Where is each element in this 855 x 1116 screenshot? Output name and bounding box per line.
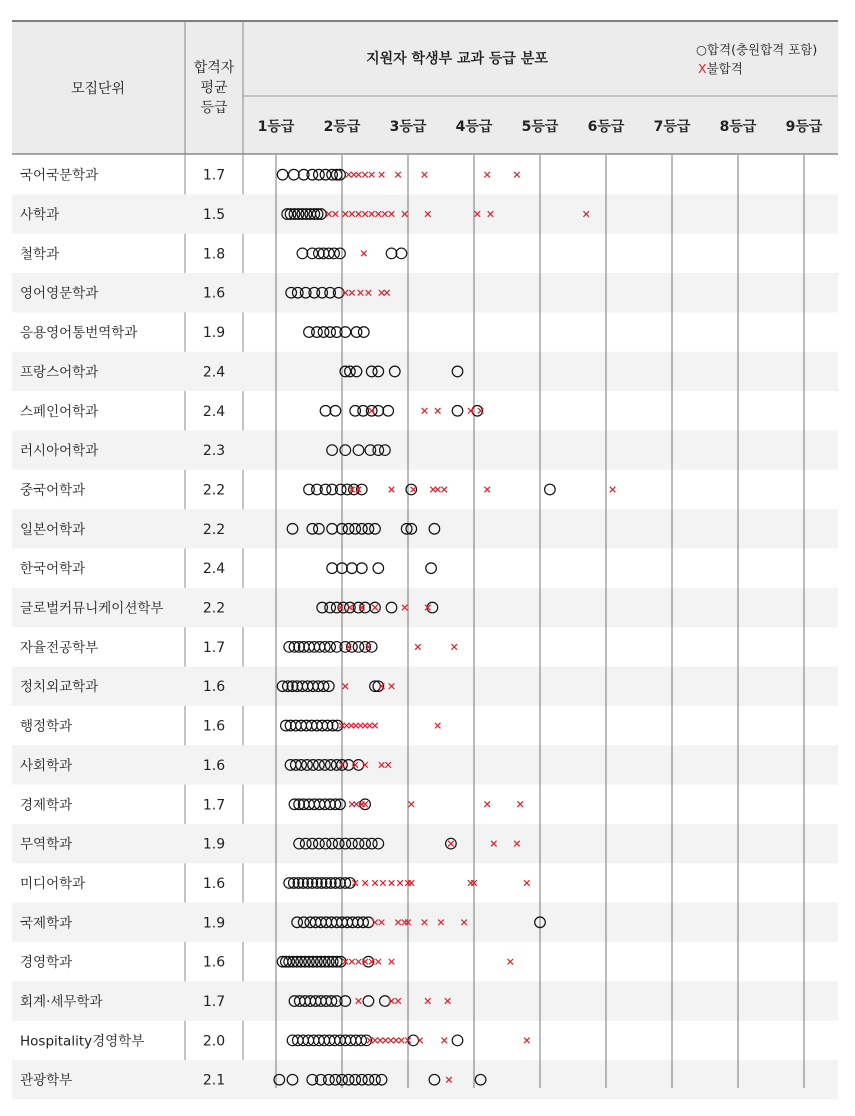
pass-point xyxy=(314,248,325,259)
x-tick-label-4: 4등급 xyxy=(455,119,493,135)
pass-point xyxy=(281,720,292,731)
fail-point xyxy=(369,408,375,414)
fail-point xyxy=(484,801,490,807)
pass-point xyxy=(347,563,358,574)
row-avg-grade: 1.8 xyxy=(202,246,226,263)
row-background xyxy=(12,509,838,548)
col-avg-header-line3: 등급 xyxy=(200,100,228,116)
fail-point xyxy=(361,251,367,257)
fail-point xyxy=(349,959,355,965)
row-avg-grade: 1.6 xyxy=(202,954,226,971)
fail-point xyxy=(508,959,514,965)
fail-point xyxy=(435,723,441,729)
row-dept-label: 경제학과 xyxy=(20,797,73,814)
pass-point xyxy=(545,484,556,495)
fail-point xyxy=(410,487,416,493)
row-avg-grade: 2.0 xyxy=(202,1033,226,1050)
fail-point xyxy=(354,801,360,807)
legend-pass-label: 합격(충원합격 포함) xyxy=(706,42,818,57)
fail-point xyxy=(514,172,520,178)
row-dept-label: 응용영어통번역학과 xyxy=(20,325,138,342)
fail-point xyxy=(356,172,362,178)
pass-point xyxy=(335,799,346,810)
pass-point xyxy=(386,248,397,259)
fail-point xyxy=(517,801,523,807)
row-dept-label: 행정학과 xyxy=(20,718,73,735)
row-avg-grade: 1.6 xyxy=(202,757,226,774)
fail-point xyxy=(362,880,368,886)
fail-point xyxy=(367,723,373,729)
row-avg-grade: 1.6 xyxy=(202,679,226,696)
fail-point xyxy=(369,172,375,178)
row-dept-label: 국제학과 xyxy=(20,915,73,932)
legend-fail xyxy=(698,61,743,76)
x-tick-label-7: 7등급 xyxy=(653,119,691,135)
row-avg-grade: 2.2 xyxy=(202,482,226,499)
fail-point xyxy=(484,172,490,178)
row-background xyxy=(12,352,838,391)
pass-point xyxy=(358,327,369,338)
row-dept-label: 영어영문학과 xyxy=(20,285,99,302)
pass-point xyxy=(396,248,407,259)
x-tick-label-2: 2등급 xyxy=(323,119,361,135)
row-avg-grade: 2.4 xyxy=(202,403,226,420)
fail-point xyxy=(372,723,378,729)
row-dept-label: 미디어학과 xyxy=(20,875,86,892)
fail-point xyxy=(409,801,415,807)
legend-fail-label: 불합격 xyxy=(706,61,743,76)
fail-point xyxy=(399,1038,405,1044)
x-tick-label-3: 3등급 xyxy=(389,119,427,135)
fail-point xyxy=(422,408,428,414)
fail-point xyxy=(346,172,352,178)
row-avg-grade: 2.1 xyxy=(202,1072,226,1089)
pass-point xyxy=(320,405,331,416)
fail-point xyxy=(389,487,395,493)
fail-point xyxy=(422,172,428,178)
pass-point xyxy=(330,405,341,416)
row-dept-label: 일본어학과 xyxy=(20,521,86,538)
row-dept-label: Hospitality경영학부 xyxy=(20,1033,145,1050)
legend-pass xyxy=(696,42,817,57)
pass-point xyxy=(373,405,384,416)
fail-point xyxy=(409,880,415,886)
row-background xyxy=(12,194,838,233)
row-avg-grade: 2.4 xyxy=(202,364,226,381)
fail-point xyxy=(442,487,448,493)
col-avg-header-line1: 합격자 xyxy=(193,60,235,76)
fail-point xyxy=(524,880,530,886)
fail-point xyxy=(380,880,386,886)
row-dept-label: 철학과 xyxy=(20,246,60,263)
pass-point xyxy=(452,405,463,416)
row-avg-grade: 1.7 xyxy=(202,167,226,184)
col-unit-header: 모집단위 xyxy=(70,81,126,97)
row-avg-grade: 1.9 xyxy=(202,325,226,342)
row-dept-label: 중국어학과 xyxy=(20,482,86,499)
row-avg-grade: 1.9 xyxy=(202,915,226,932)
fail-point xyxy=(468,408,474,414)
fail-point xyxy=(388,1038,394,1044)
row-dept-label: 국어국문학과 xyxy=(20,167,99,184)
x-tick-label-8: 8등급 xyxy=(719,119,757,135)
fail-point xyxy=(393,1038,399,1044)
pass-point xyxy=(327,563,338,574)
row-background xyxy=(12,430,838,469)
row-avg-grade: 1.6 xyxy=(202,718,226,735)
fail-point xyxy=(362,801,368,807)
x-tick-label-5: 5등급 xyxy=(521,119,559,135)
row-avg-grade: 1.6 xyxy=(202,875,226,892)
pass-point xyxy=(335,248,346,259)
row-background xyxy=(12,745,838,784)
fail-point xyxy=(379,172,385,178)
row-background xyxy=(12,1060,838,1099)
x-tick-label-6: 6등급 xyxy=(587,119,625,135)
row-dept-label: 글로벌커뮤니케이션학부 xyxy=(20,600,164,617)
x-tick-label-9: 9등급 xyxy=(785,119,823,135)
fail-point xyxy=(372,1038,378,1044)
legend-fail-symbol: X xyxy=(698,61,707,76)
fail-point xyxy=(610,487,616,493)
fail-point xyxy=(484,487,490,493)
fail-point xyxy=(417,1038,423,1044)
row-background xyxy=(12,667,838,706)
fail-point xyxy=(435,487,441,493)
row-dept-label: 경영학과 xyxy=(20,954,73,971)
row-dept-label: 프랑스어학과 xyxy=(20,364,99,381)
row-dept-label: 한국어학과 xyxy=(20,561,86,578)
row-dept-label: 사학과 xyxy=(20,207,60,224)
pass-point xyxy=(277,169,288,180)
chart-title: 지원자 학생부 교과 등급 분포 xyxy=(366,51,548,67)
fail-point xyxy=(395,172,401,178)
row-avg-grade: 2.3 xyxy=(202,443,226,460)
fail-point xyxy=(389,880,395,886)
fail-point xyxy=(383,1038,389,1044)
fail-point xyxy=(389,959,395,965)
x-axis-labels xyxy=(258,119,823,135)
pass-point xyxy=(294,799,305,810)
fail-point xyxy=(372,880,378,886)
row-background xyxy=(12,824,838,863)
pass-point xyxy=(357,563,368,574)
row-avg-grade: 1.9 xyxy=(202,836,226,853)
fail-point xyxy=(442,1038,448,1044)
fail-point xyxy=(397,880,403,886)
fail-point xyxy=(376,959,382,965)
pass-point xyxy=(452,1035,463,1046)
fail-point xyxy=(435,408,441,414)
fail-point xyxy=(415,644,421,650)
row-avg-grade: 1.5 xyxy=(202,207,226,224)
row-avg-grade: 1.7 xyxy=(202,639,226,656)
pass-point xyxy=(289,169,300,180)
row-dept-label: 스페인어학과 xyxy=(20,403,99,420)
fail-point xyxy=(524,1038,530,1044)
fail-point xyxy=(451,644,457,650)
row-avg-grade: 2.4 xyxy=(202,561,226,578)
x-tick-label-1: 1등급 xyxy=(257,119,295,135)
row-dept-label: 자율전공학부 xyxy=(20,639,99,656)
fail-point xyxy=(362,172,368,178)
pass-point xyxy=(294,642,305,653)
fail-point xyxy=(377,1038,383,1044)
row-dept-label: 정치외교학과 xyxy=(20,679,99,696)
pass-point xyxy=(383,405,394,416)
legend-pass-symbol: ○ xyxy=(696,42,707,57)
row-background xyxy=(12,981,838,1020)
row-dept-label: 러시아어학과 xyxy=(20,443,99,460)
pass-point xyxy=(297,248,308,259)
row-background xyxy=(12,273,838,312)
row-dept-label: 회계·세무학과 xyxy=(20,994,103,1011)
row-avg-grade: 1.6 xyxy=(202,285,226,302)
row-avg-grade: 2.2 xyxy=(202,521,226,538)
row-avg-grade: 2.2 xyxy=(202,600,226,617)
pass-point xyxy=(373,563,384,574)
row-avg-grade: 1.7 xyxy=(202,797,226,814)
pass-point xyxy=(332,720,343,731)
pass-point xyxy=(426,563,437,574)
col-avg-header-line2: 평균 xyxy=(200,80,228,96)
row-dept-label: 관광학부 xyxy=(20,1072,73,1089)
row-dept-label: 무역학과 xyxy=(20,836,73,853)
pass-point xyxy=(408,1035,419,1046)
row-dept-label: 사회학과 xyxy=(20,757,73,774)
fail-point xyxy=(356,959,362,965)
row-avg-grade: 1.7 xyxy=(202,994,226,1011)
pass-point xyxy=(345,878,356,889)
